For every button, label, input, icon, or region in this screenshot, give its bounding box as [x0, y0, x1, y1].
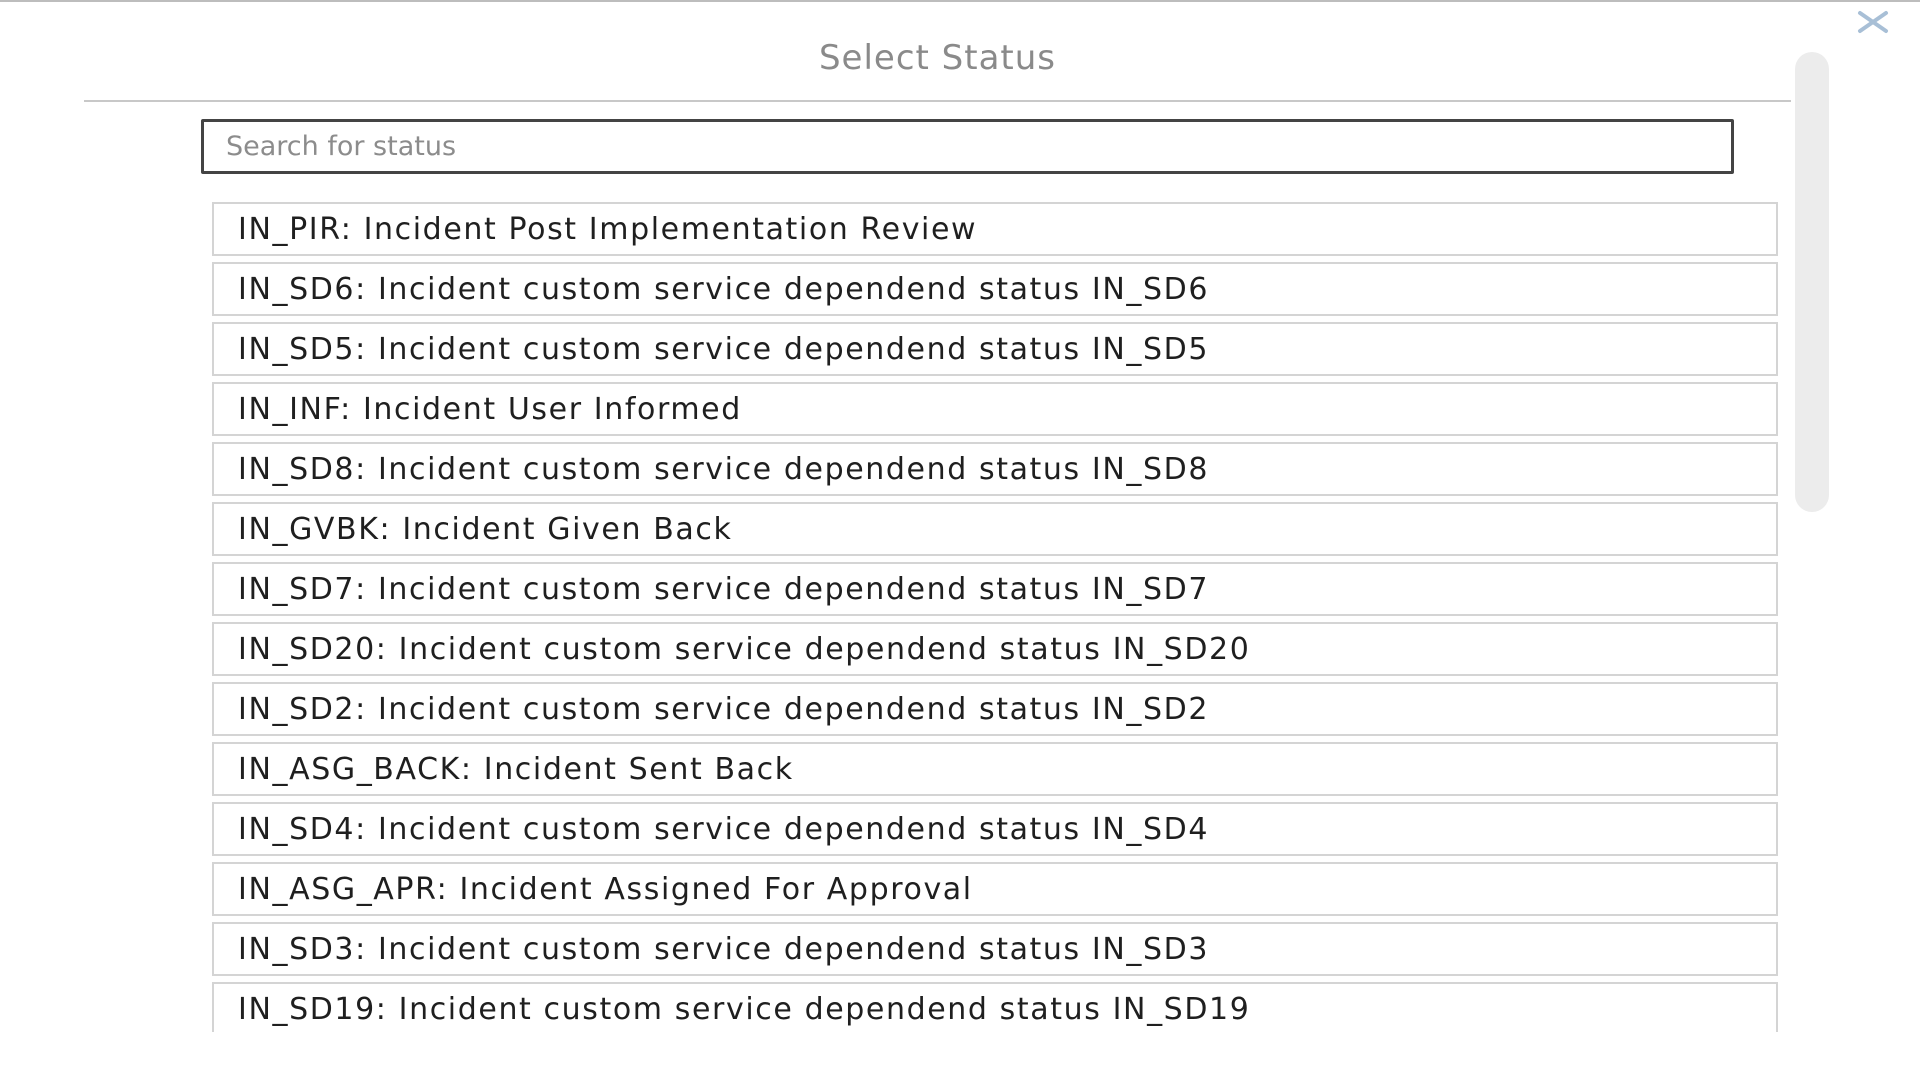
status-item[interactable]: IN_PIR: Incident Post Implementation Review: [212, 202, 1778, 256]
status-item[interactable]: IN_SD7: Incident custom service dependend status IN_SD7: [212, 562, 1778, 616]
status-item[interactable]: IN_SD2: Incident custom service dependend status IN_SD2: [212, 682, 1778, 736]
status-list-viewport: [200, 196, 1810, 1032]
status-item[interactable]: IN_SD5: Incident custom service dependend status IN_SD5: [212, 322, 1778, 376]
status-item[interactable]: IN_SD6: Incident custom service dependend status IN_SD6: [212, 262, 1778, 316]
status-item[interactable]: IN_SD4: Incident custom service dependend status IN_SD4: [212, 802, 1778, 856]
search-input[interactable]: [201, 119, 1734, 174]
status-list: [212, 202, 1778, 1032]
status-item[interactable]: IN_SD20: Incident custom service dependend status IN_SD20: [212, 622, 1778, 676]
status-item[interactable]: IN_SD19: Incident custom service dependend status IN_SD19: [212, 982, 1778, 1032]
top-border: [0, 0, 1920, 2]
dialog-title: Select Status: [818, 38, 1057, 78]
status-item[interactable]: IN_GVBK: Incident Given Back: [212, 502, 1778, 556]
status-item[interactable]: IN_INF: Incident User Informed: [212, 382, 1778, 436]
title-divider: [84, 100, 1791, 102]
status-item[interactable]: IN_ASG_BACK: Incident Sent Back: [212, 742, 1778, 796]
status-item[interactable]: IN_SD3: Incident custom service dependend status IN_SD3: [212, 922, 1778, 976]
status-item[interactable]: IN_ASG_APR: Incident Assigned For Approval: [212, 862, 1778, 916]
close-button[interactable]: [1853, 4, 1893, 40]
scrollbar[interactable]: [1795, 52, 1829, 512]
status-item[interactable]: IN_SD8: Incident custom service dependend status IN_SD8: [212, 442, 1778, 496]
close-icon: [1856, 9, 1890, 35]
